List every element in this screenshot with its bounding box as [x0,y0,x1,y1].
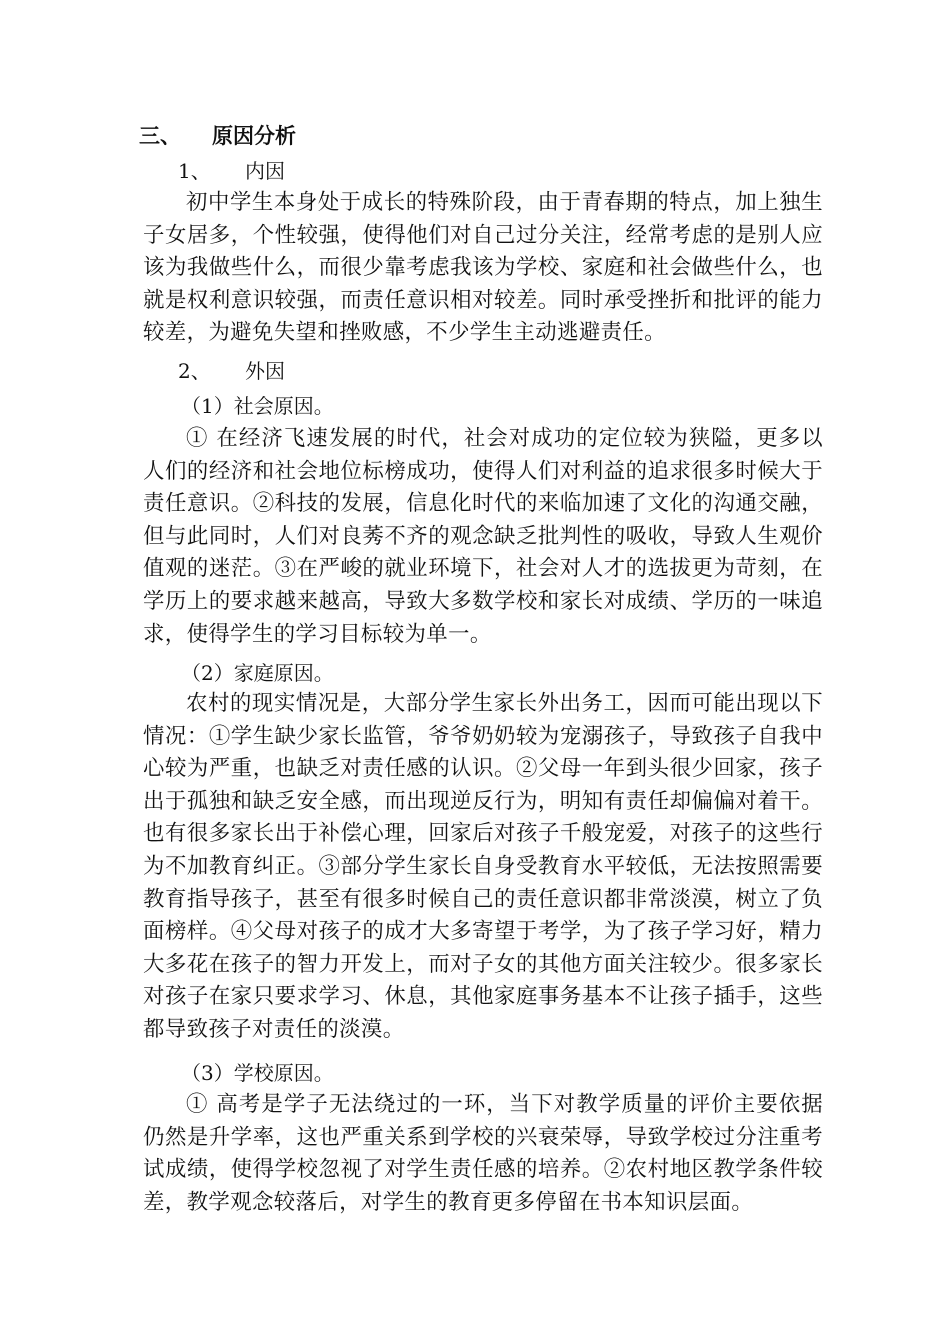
family-reasons-label: （2）家庭原因。 [181,661,334,685]
section-heading [139,121,296,151]
subsection-number: 1、 [178,159,211,183]
social-reasons-paragraph: ① 在经济飞速发展的时代，社会对成功的定位较为狭隘，更多以人们的经济和社会地位标榜成功，使得人们对利益的追求很多时候大于责任意识。②科技的发展，信息化时代的来临加速了文化的沟通交融，但与此同时，人们对良莠不齐的观念缺乏批判性的吸收，导致人生观价值观的迷茫。③在严峻的就业环境下，社会对人才的选拔更为苛刻，在学历上的要求越来越高，导致大多数学校和家长对成绩、学历的一味追求，使得学生的学习目标较为单一。 [143,426,823,647]
subsection-internal-heading [178,156,285,186]
social-reasons-label: （1）社会原因。 [181,394,334,418]
internal-paragraph: 初中学生本身处于成长的特殊阶段，由于青春期的特点，加上独生子女居多，个性较强，使得他们对自己过分关注，经常考虑的是别人应该为我做些什么，而很少靠考虑我该为学校、家庭和社会做些什么，也就是权利意识较强，而责任意识相对较差。同时承受挫折和批评的能力较差，为避免失望和挫败感，不少学生主动逃避责任。 [143,190,823,346]
subsection-title: 内因 [245,159,285,183]
section-title: 原因分析 [212,123,296,148]
school-reasons-label: （3）学校原因。 [181,1061,334,1085]
section-number: 三、 [139,123,181,148]
subsection-title: 外因 [245,359,285,383]
school-reasons-paragraph: ① 高考是学子无法绕过的一环，当下对教学质量的评价主要依据仍然是升学率，这也严重关系到学校的兴衰荣辱，导致学校过分注重考试成绩，使得学校忽视了对学生责任感的培养。②农村地区教学条件较差，教学观念较落后，对学生的教育更多停留在书本知识层面。 [143,1092,823,1215]
subsection-number: 2、 [178,359,211,383]
subsection-external-heading [178,356,285,386]
family-reasons-paragraph: 农村的现实情况是，大部分学生家长外出务工，因而可能出现以下情况：①学生缺少家长监管，爷爷奶奶较为宠溺孩子，导致孩子自我中心较为严重，也缺乏对责任感的认识。②父母一年到头很少回家，孩子出于孤独和缺乏安全感，而出现逆反行为，明知有责任却偏偏对着干。也有很多家长出于补偿心理，回家后对孩子千般宠爱，对孩子的这些行为不加教育纠正。③部分学生家长自身受教育水平较低，无法按照需要教育指导孩子，甚至有很多时候自己的责任意识都非常淡漠，树立了负面榜样。④父母对孩子的成才大多寄望于考学，为了孩子学习好，精力大多花在孩子的智力开发上，而对子女的其他方面关注较少。很多家长对孩子在家只要求学习、休息，其他家庭事务基本不让孩子插手，这些都导致孩子对责任的淡漠。 [143,691,823,1042]
